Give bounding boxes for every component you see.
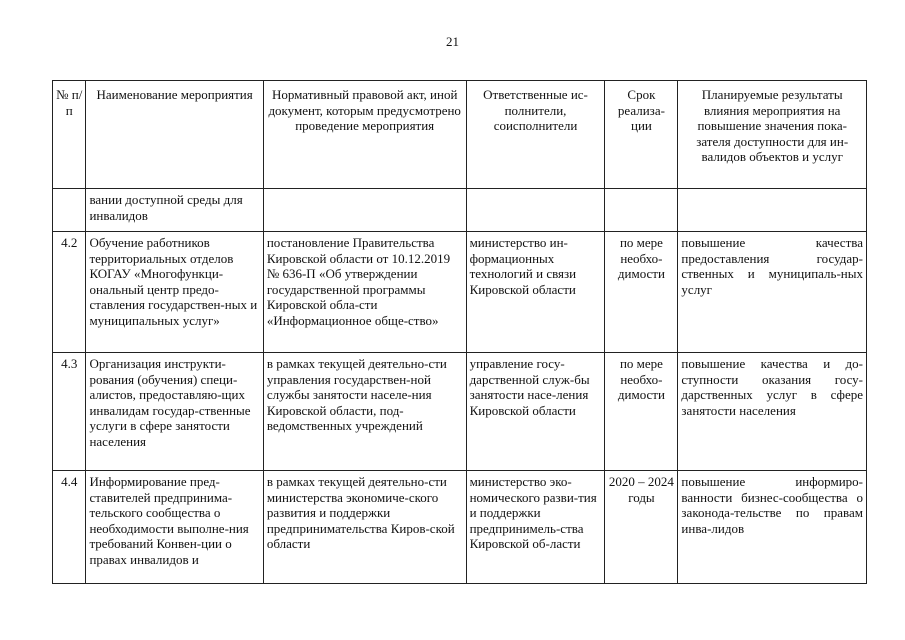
cell-legal-act xyxy=(263,189,466,232)
cell-legal-act: в рамках текущей деятельно-сти управления государствен-ной службы занятости населе-ния Кировской области, под-ведомственных учреждений xyxy=(263,353,466,471)
cell-measure-name: Организация инструкти-рования (обучения) специ-алистов, предоставляю-щих инвалидам государ-ственные услуги в сфере занятости населения xyxy=(86,353,263,471)
cell-results: повышение качества и до-ступности оказания госу-дарственных услуг в сфере занятости населения xyxy=(678,353,867,471)
cell-responsible: управление госу-дарственной служ-бы занятости насе-ления Кировской области xyxy=(466,353,605,471)
cell-number: 4.3 xyxy=(53,353,86,471)
cell-measure-name: Информирование пред-ставителей предпринима-тельского сообщества о необходимости выполне-ния требований Конвен-ции о правах инвалидов и xyxy=(86,471,263,584)
cell-measure-name: Обучение работников территориальных отделов КОГАУ «Многофункци-ональный центр предо-ставления государствен-ных и муниципальных услуг» xyxy=(86,232,263,353)
cell-number: 4.2 xyxy=(53,232,86,353)
cell-results xyxy=(678,189,867,232)
header-term: Срок реализа-ции xyxy=(605,81,678,189)
cell-number xyxy=(53,189,86,232)
cell-responsible xyxy=(466,189,605,232)
cell-results: повышение качества предоставления государ-ственных и муниципаль-ных услуг xyxy=(678,232,867,353)
table-row xyxy=(53,232,867,353)
cell-responsible: министерство ин-формационных технологий и связи Кировской области xyxy=(466,232,605,353)
cell-measure-name: вании доступной среды для инвалидов xyxy=(86,189,263,232)
cell-term: по мере необхо-димости xyxy=(605,353,678,471)
cell-responsible: министерство эко-номического разви-тия и поддержки предпринимель-ства Кировской об-ласти xyxy=(466,471,605,584)
header-results: Планируемые результаты влияния мероприятия на повышение значения пока-зателя доступности для ин-валидов объектов и услуг xyxy=(678,81,867,189)
table-row xyxy=(53,189,867,232)
cell-results: повышение информиро-ванности бизнес-сообщества о законода-тельстве по правам инва-лидов xyxy=(678,471,867,584)
table-row xyxy=(53,471,867,584)
cell-legal-act: в рамках текущей деятельно-сти министерства экономиче-ского развития и поддержки предпринимательства Киров-ской области xyxy=(263,471,466,584)
header-responsible: Ответственные ис-полнители, соисполнители xyxy=(466,81,605,189)
header-legal-act: Нормативный правовой акт, иной документ, которым предусмотрено проведение мероприятия xyxy=(263,81,466,189)
page-number: 21 xyxy=(446,34,459,49)
header-measure-name: Наименование мероприятия xyxy=(86,81,263,189)
header-number: № п/п xyxy=(53,81,86,189)
cell-number: 4.4 xyxy=(53,471,86,584)
table-header-row xyxy=(53,81,867,189)
cell-term: 2020 – 2024 годы xyxy=(605,471,678,584)
measures-table xyxy=(52,80,867,584)
cell-legal-act: постановление Правительства Кировской области от 10.12.2019 № 636-П «Об утверждении государственной программы Кировской обла-сти «Информационное обще-ство» xyxy=(263,232,466,353)
cell-term xyxy=(605,189,678,232)
cell-term: по мере необхо-димости xyxy=(605,232,678,353)
table-row xyxy=(53,353,867,471)
